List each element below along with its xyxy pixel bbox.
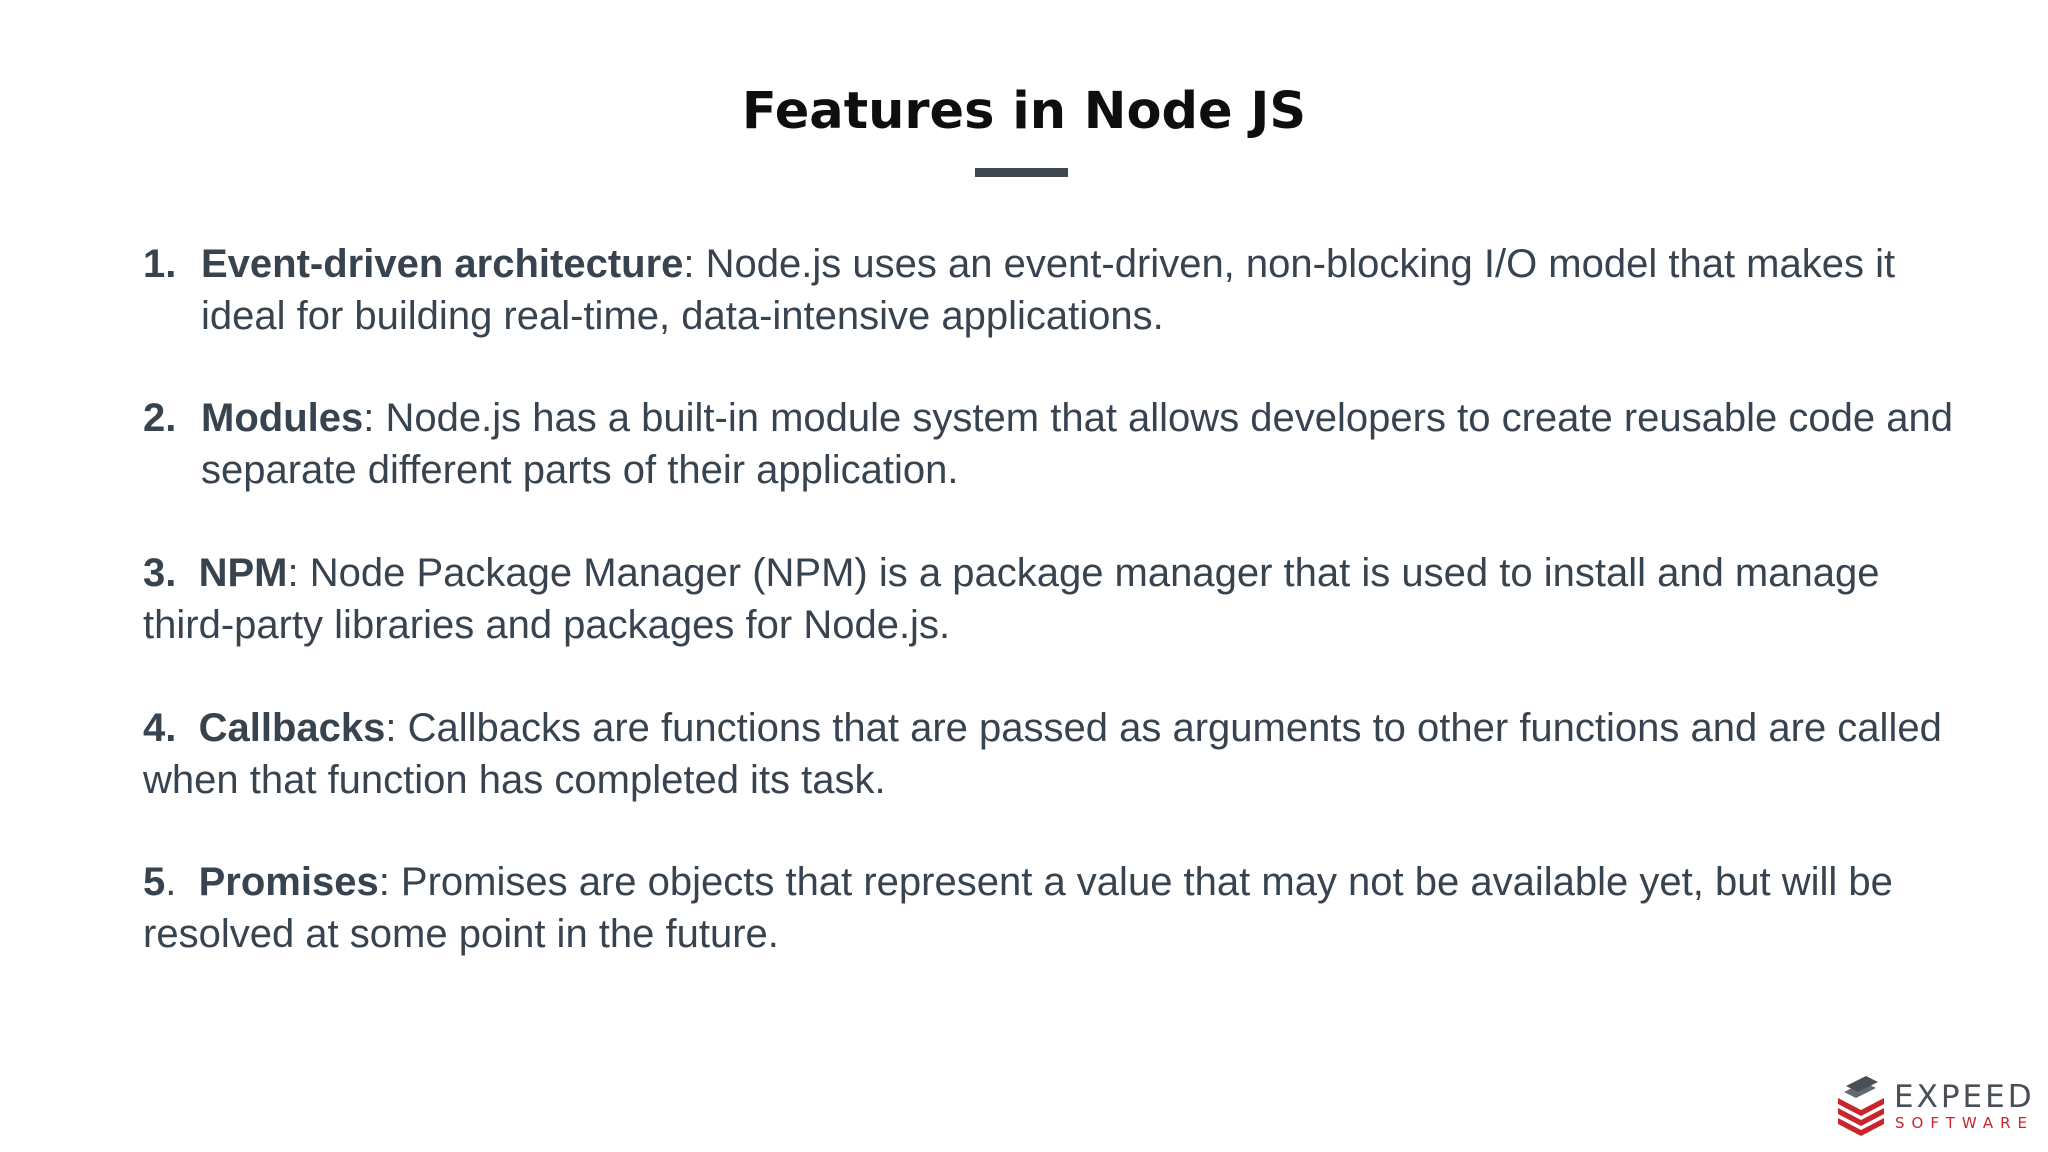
feature-item-callbacks — [143, 702, 1963, 806]
feature-description: : Callbacks are functions that are passed as arguments to other functions and are called when that function has completed its task. — [143, 706, 1942, 802]
feature-name: Promises — [198, 860, 379, 904]
feature-name: Modules — [201, 396, 364, 440]
feature-item-event-driven — [143, 238, 1963, 342]
feature-description: : Promises are objects that represent a value that may not be available yet, but will be resolved at some point in the future. — [143, 860, 1893, 956]
logo-tagline: SOFTWARE — [1895, 1114, 2035, 1132]
slide-title: Features in Node JS — [741, 82, 1307, 141]
stacked-chevrons-logo-icon — [1832, 1072, 1890, 1138]
feature-number: 5 — [143, 860, 166, 904]
feature-description: : Node.js has a built-in module system that allows developers to create reusable code and separate different parts of their application. — [201, 396, 1953, 492]
logo-wordmark: EXPEED — [1894, 1079, 2035, 1115]
feature-item-modules — [143, 392, 1963, 496]
feature-name: Callbacks — [198, 706, 386, 750]
feature-item-npm — [143, 547, 1963, 651]
feature-name: NPM — [198, 551, 288, 595]
feature-number: 2. — [143, 396, 177, 440]
feature-item-promises: 5. Promises: Promises are objects that represent a value that may not be available yet, but will be resolved at some point in the future. — [143, 860, 1893, 956]
feature-number: 4. — [143, 706, 177, 750]
feature-number: 1. — [143, 242, 177, 286]
feature-name: Event-driven architecture — [201, 242, 684, 286]
expeed-software-logo — [1832, 1070, 2035, 1142]
feature-description: : Node.js uses an event-driven, non-blocking I/O model that makes it ideal for building real-time, data-intensive applications. — [201, 242, 1896, 338]
feature-number: 3. — [143, 551, 177, 595]
feature-description: : Node Package Manager (NPM) is a package manager that is used to install and manage third-party libraries and packages for Node.js. — [143, 551, 1880, 647]
title-underline — [975, 168, 1068, 177]
